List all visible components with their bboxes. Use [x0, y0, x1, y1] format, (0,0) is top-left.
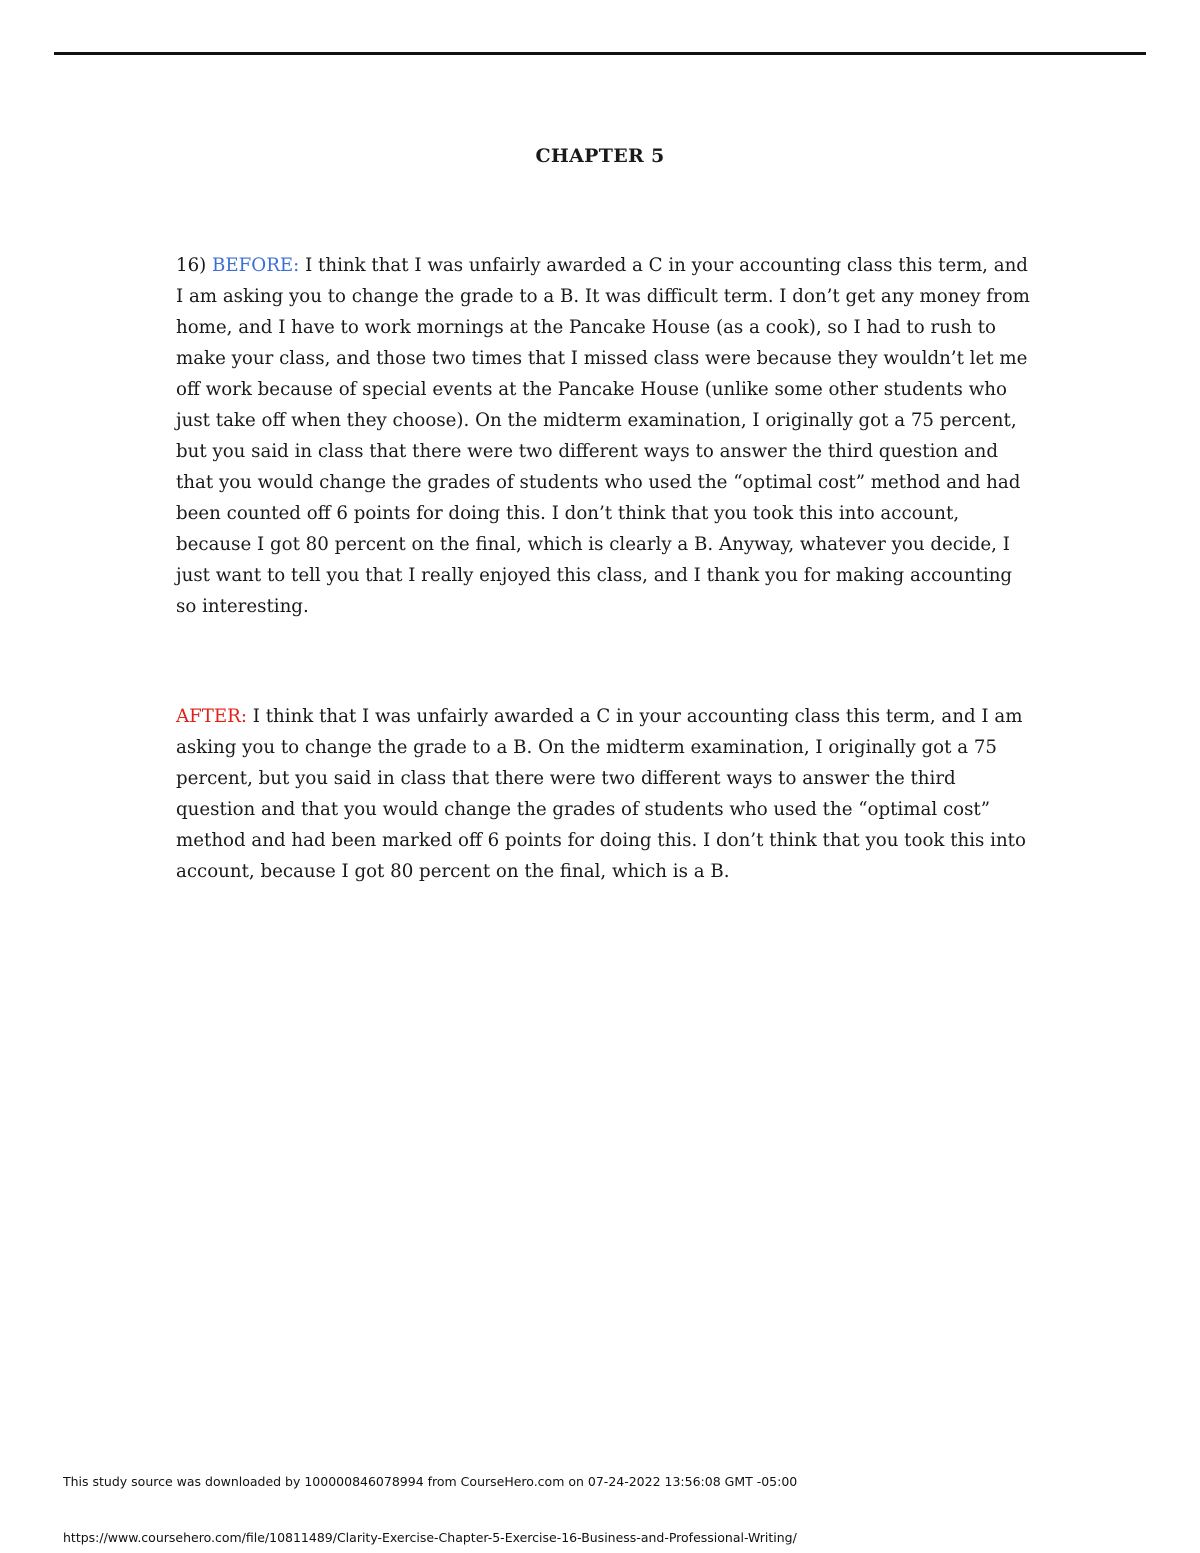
after-label: AFTER:	[176, 706, 247, 727]
exercise-number: 16)	[176, 255, 213, 276]
top-divider	[54, 52, 1146, 55]
after-paragraph	[176, 701, 1036, 887]
before-paragraph	[176, 250, 1036, 622]
download-source-note: This study source was downloaded by 100000846078994 from CourseHero.com on 07-24-2022 13:56:08 GMT -05:00	[63, 1474, 798, 1489]
after-text: I think that I was unfairly awarded a C in your accounting class this term, and I am asking you to change the grade to a B. On the midterm examination, I originally got a 75 percent, but you said in class that there were two different ways to answer the third question and that you would change the grades of students who used the “optimal cost” method and had been marked off 6 points for doing this. I don’t think that you took this into account, because I got 80 percent on the final, which is a B.	[176, 706, 1026, 882]
before-text: I think that I was unfairly awarded a C in your accounting class this term, and I am asking you to change the grade to a B. It was difficult term. I don’t get any money from home, and I have to work mornings at the Pancake House (as a cook), so I had to rush to make your class, and those two times that I missed class were because they wouldn’t let me off work because of special events at the Pancake House (unlike some other students who just take off when they choose). On the midterm examination, I originally got a 75 percent, but you said in class that there were two different ways to answer the third question and that you would change the grades of students who used the “optimal cost” method and had been counted off 6 points for doing this. I don’t think that you took this into account, because I got 80 percent on the final, which is clearly a B. Anyway, whatever you decide, I just want to tell you that I really enjoyed this class, and I thank you for making accounting so interesting.	[176, 255, 1030, 617]
chapter-title: CHAPTER 5	[535, 145, 665, 167]
source-url-link[interactable]: https://www.coursehero.com/file/10811489/Clarity-Exercise-Chapter-5-Exercise-16-Business-and-Professional-Writing/	[63, 1530, 797, 1545]
before-label: BEFORE:	[212, 255, 300, 276]
